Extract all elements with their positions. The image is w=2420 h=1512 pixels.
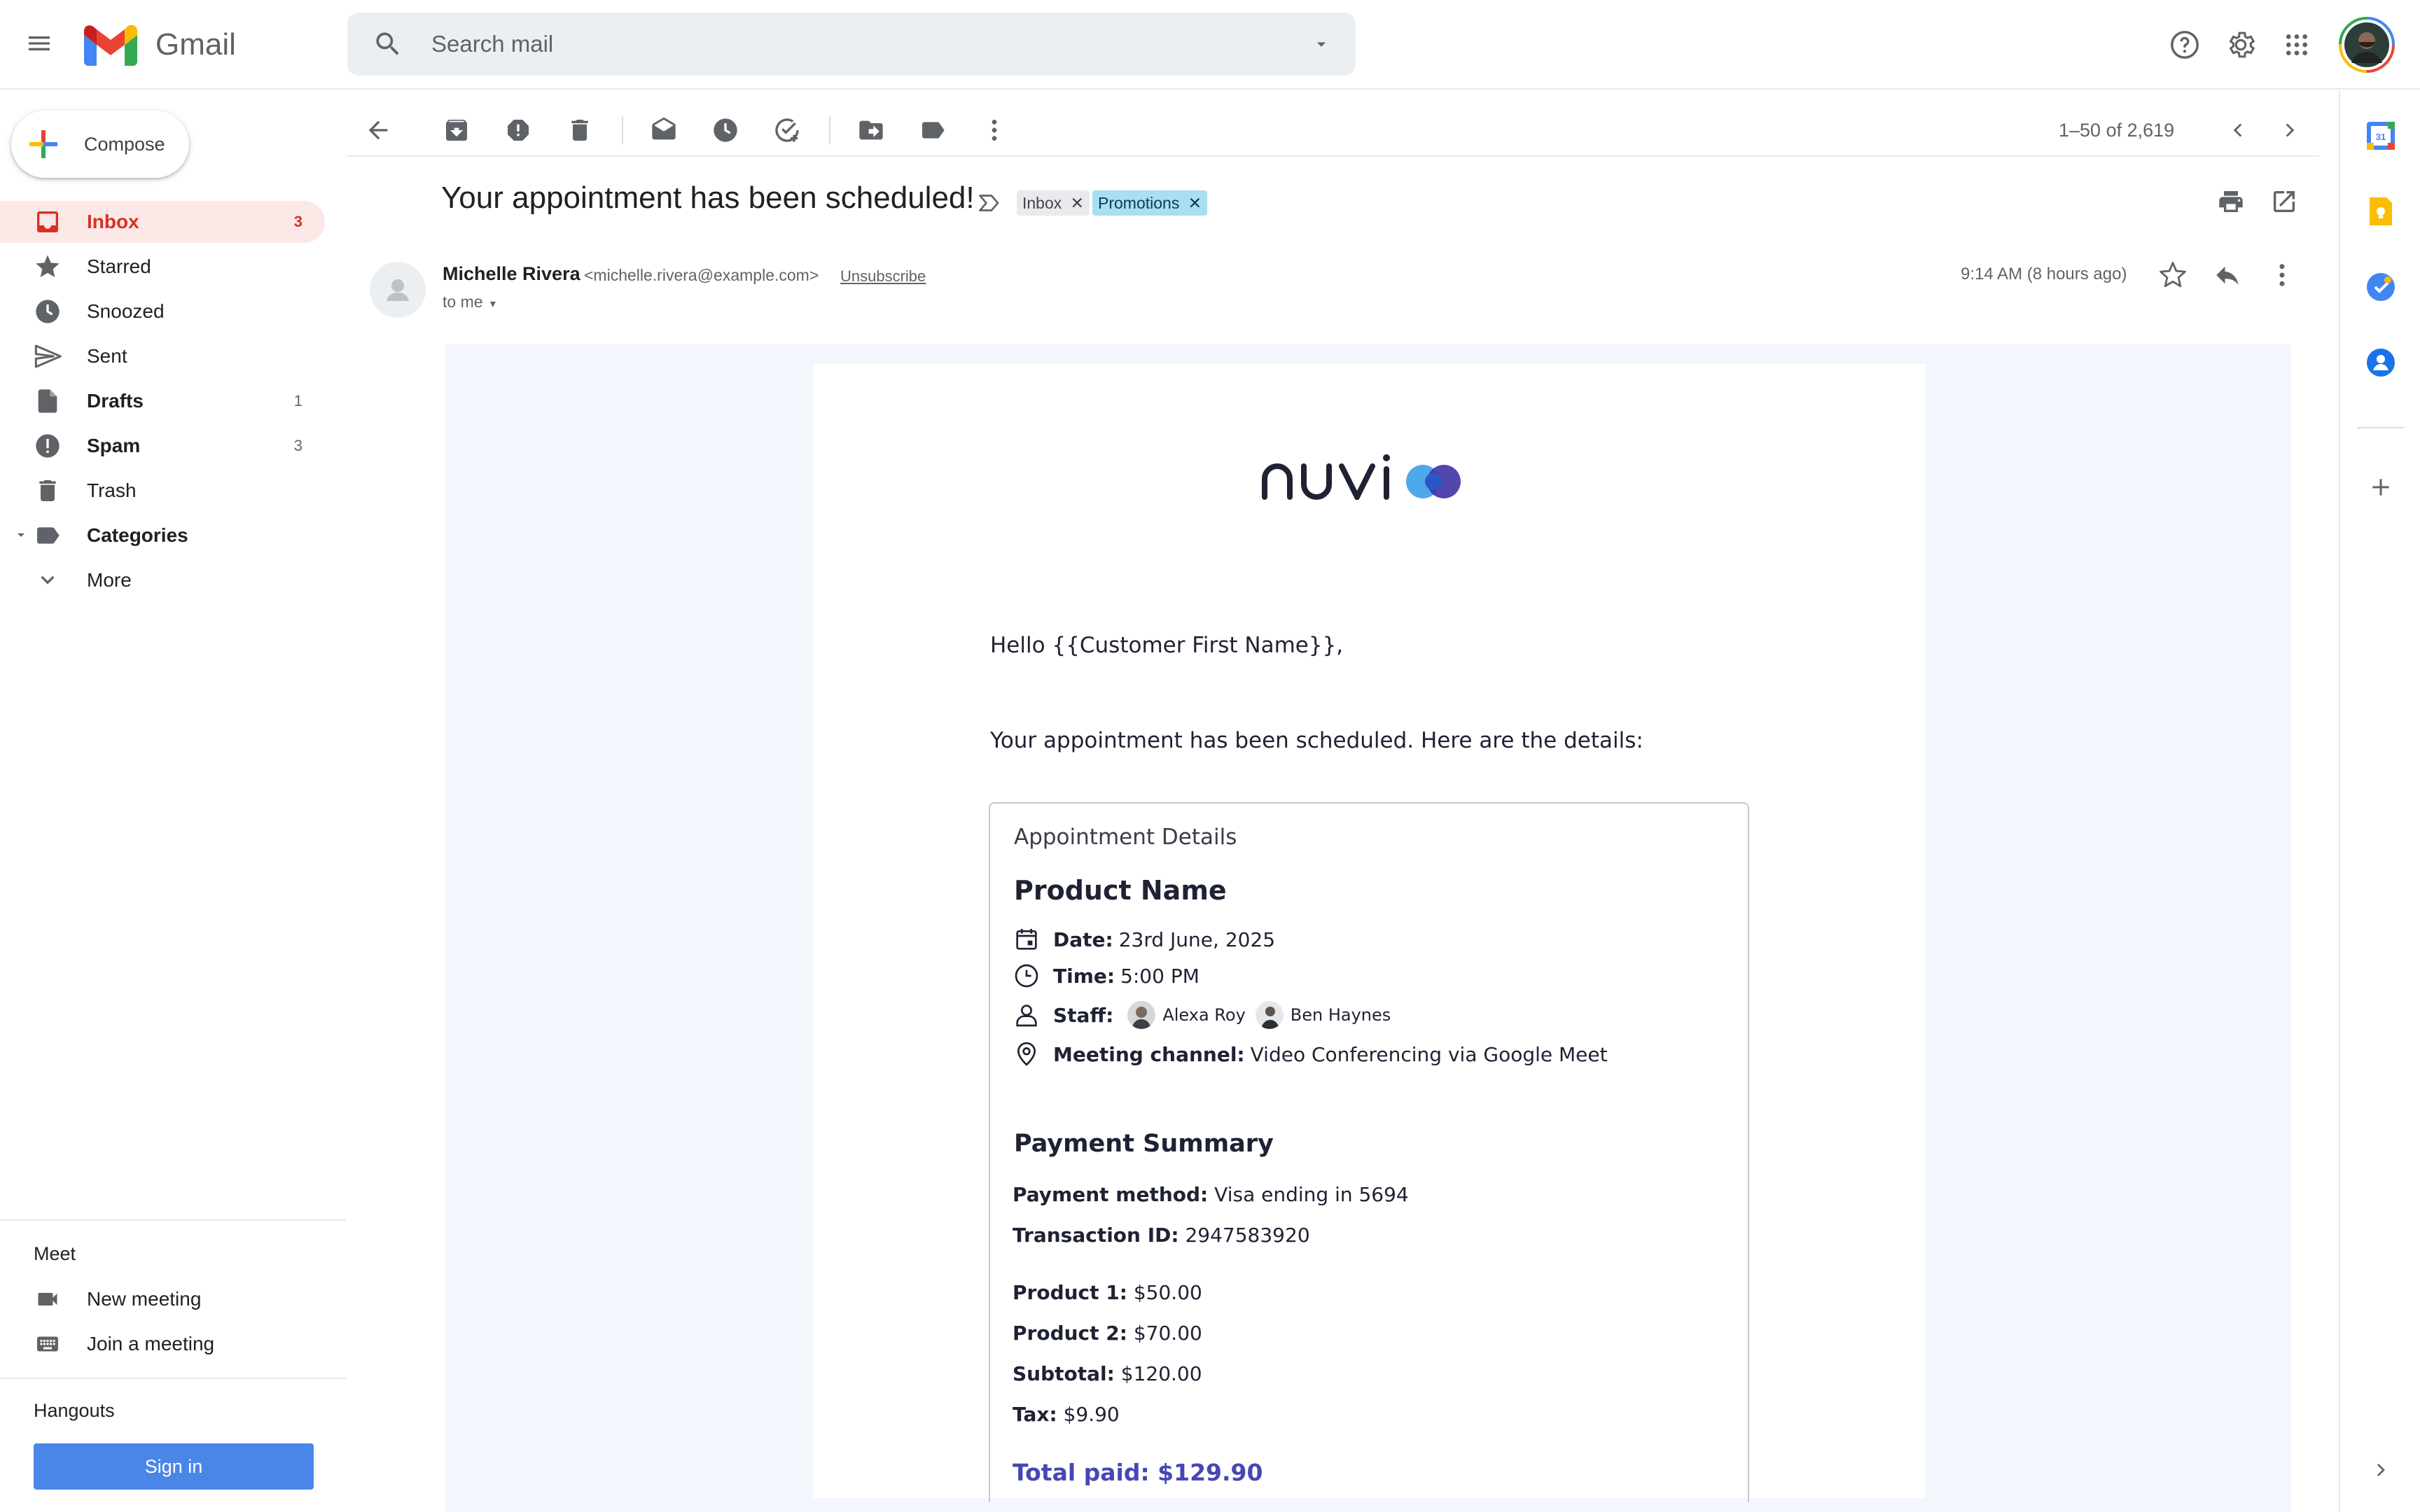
hangouts-sign-in-button[interactable]: Sign in: [34, 1443, 314, 1490]
add-to-tasks-icon[interactable]: [765, 108, 809, 153]
time-row: [1013, 962, 1199, 990]
clock-icon: [34, 298, 62, 326]
gmail-logo-icon[interactable]: [84, 25, 137, 66]
payment-method-label: Payment method:: [1013, 1183, 1209, 1206]
sidebar-item-inbox[interactable]: [0, 201, 325, 243]
pagination-count: 1–50 of 2,619: [2059, 120, 2175, 141]
nuvi-brand-logo: [1260, 452, 1479, 500]
intro-text: Your appointment has been scheduled. Here are the details:: [990, 728, 1643, 753]
sidebar-item-label: Drafts: [87, 390, 144, 412]
sidebar-item-label: Spam: [87, 435, 141, 456]
apps-grid-icon[interactable]: [2277, 25, 2316, 64]
toolbar-divider: [622, 116, 623, 144]
sender-name[interactable]: Michelle Rivera: [443, 263, 580, 284]
sidebar-item-sent[interactable]: [0, 335, 325, 377]
channel-value: Video Conferencing via Google Meet: [1250, 1042, 1608, 1066]
sidebar-divider: [0, 1378, 346, 1379]
chevron-left-icon[interactable]: [2216, 108, 2260, 153]
caret-down-icon: ▾: [489, 298, 496, 310]
keyboard-icon: [34, 1331, 62, 1357]
get-addons-plus-icon[interactable]: [2367, 473, 2395, 501]
subtotal-label: Subtotal:: [1013, 1362, 1115, 1385]
location-pin-icon: [1013, 1040, 1041, 1068]
unsubscribe-link[interactable]: Unsubscribe: [840, 267, 926, 285]
sidebar-item-drafts[interactable]: [0, 380, 325, 422]
trash-icon: [34, 477, 62, 505]
person-icon: [1013, 1001, 1041, 1029]
spam-count: 3: [293, 437, 302, 454]
draft-file-icon: [34, 387, 62, 415]
staff-avatar: [1256, 1001, 1284, 1029]
greeting-text: Hello {{Customer First Name}},: [990, 633, 1344, 658]
subtotal-row: [1013, 1362, 1202, 1385]
sidebar-item-label: Inbox: [87, 211, 139, 232]
product-2-label: Product 2:: [1013, 1322, 1127, 1345]
mark-unread-icon[interactable]: [641, 108, 686, 153]
staff-avatar: [1127, 1001, 1155, 1029]
importance-marker-icon[interactable]: [976, 190, 1003, 216]
transaction-label: Transaction ID:: [1013, 1224, 1179, 1247]
recipient-label: to me: [443, 293, 483, 311]
tax-row: [1013, 1403, 1120, 1426]
remove-label-icon[interactable]: ✕: [1188, 194, 1202, 212]
meet-section-title: Meet: [34, 1243, 76, 1264]
contacts-app-icon[interactable]: [2365, 347, 2396, 378]
date-value: 23rd June, 2025: [1118, 927, 1276, 951]
payment-method-value: Visa ending in 5694: [1214, 1183, 1409, 1206]
caret-down-icon[interactable]: [13, 527, 29, 544]
account-avatar[interactable]: [2339, 17, 2395, 73]
email-timestamp: 9:14 AM (8 hours ago): [1961, 265, 2127, 284]
chevron-down-icon: [34, 566, 62, 594]
more-options-icon[interactable]: [2267, 260, 2297, 290]
subtotal-value: $120.00: [1120, 1362, 1202, 1385]
label-chip-inbox: [1017, 190, 1090, 216]
search-options-icon[interactable]: [1311, 34, 1332, 55]
svg-text:31: 31: [2375, 132, 2386, 142]
unread-count: 3: [293, 213, 302, 230]
email-subject: Your appointment has been scheduled!: [441, 181, 975, 215]
new-meeting-item[interactable]: [0, 1278, 325, 1320]
staff-name: Alexa Roy: [1162, 1005, 1246, 1025]
compose-label: Compose: [84, 134, 165, 155]
back-arrow-icon[interactable]: [356, 108, 401, 153]
recipient-details[interactable]: [443, 293, 496, 312]
channel-label: Meeting channel:: [1053, 1042, 1245, 1066]
label-icon: [34, 522, 62, 550]
product-1-row: [1013, 1281, 1202, 1304]
compose-plus-icon: [27, 127, 60, 161]
sidebar-item-label: More: [87, 569, 132, 591]
send-icon: [34, 342, 62, 370]
product-name: Product Name: [1014, 875, 1227, 906]
label-as-icon[interactable]: [910, 108, 955, 153]
move-to-icon[interactable]: [849, 108, 893, 153]
top-bar: [0, 0, 2420, 90]
sender-avatar[interactable]: [370, 262, 426, 318]
transaction-value: 2947583920: [1185, 1224, 1310, 1247]
sender-email: <michelle.rivera@example.com>: [584, 266, 819, 284]
sidebar-item-label: Trash: [87, 479, 137, 501]
hangouts-section-title: Hangouts: [34, 1400, 115, 1421]
product-2-row: [1013, 1322, 1202, 1345]
report-spam-icon[interactable]: [496, 108, 541, 153]
sidebar-item-label: Sent: [87, 345, 127, 367]
staff-label: Staff:: [1053, 1003, 1114, 1027]
payment-method-row: [1013, 1183, 1409, 1206]
calendar-app-icon[interactable]: [2365, 120, 2396, 151]
details-heading: Appointment Details: [1014, 825, 1237, 850]
product-2-value: $70.00: [1133, 1322, 1202, 1345]
date-label: Date:: [1053, 927, 1113, 951]
sidebar-item-snoozed[interactable]: [0, 290, 325, 332]
label-chip-promotions: [1092, 190, 1207, 216]
remove-label-icon[interactable]: ✕: [1070, 194, 1084, 212]
inbox-icon: [34, 208, 62, 236]
search-input[interactable]: Search mail: [431, 31, 554, 57]
archive-icon[interactable]: [434, 108, 479, 153]
sidebar-item-more[interactable]: [0, 559, 325, 601]
clock-outline-icon: [1013, 962, 1041, 990]
main-menu-icon[interactable]: [20, 24, 59, 63]
print-icon[interactable]: [2217, 188, 2245, 216]
side-panel-rail: [2339, 91, 2420, 1512]
total-paid-row: [1013, 1459, 1263, 1486]
expand-panel-chevron-icon[interactable]: [2370, 1459, 2392, 1481]
settings-gear-icon[interactable]: [2221, 25, 2260, 64]
staff-name: Ben Haynes: [1290, 1005, 1391, 1025]
rail-divider: [2357, 427, 2405, 428]
join-meeting-label: Join a meeting: [87, 1333, 215, 1354]
toolbar-divider-line: [347, 155, 2319, 157]
snooze-clock-icon[interactable]: [703, 108, 748, 153]
more-vertical-icon[interactable]: [972, 108, 1017, 153]
chip-label: Promotions: [1098, 194, 1180, 212]
sidebar-item-categories[interactable]: [0, 514, 325, 556]
help-icon[interactable]: [2165, 25, 2204, 64]
sidebar-item-label: Starred: [87, 255, 151, 277]
join-meeting-item[interactable]: [0, 1323, 325, 1365]
chip-label: Inbox: [1022, 194, 1062, 212]
new-meeting-label: New meeting: [87, 1288, 202, 1310]
transaction-id-row: [1013, 1224, 1310, 1247]
staff-row: [1013, 1001, 1391, 1029]
total-value: $129.90: [1157, 1459, 1263, 1486]
star-outline-icon[interactable]: [2158, 260, 2188, 290]
sidebar-item-label: Categories: [87, 524, 188, 546]
time-value: 5:00 PM: [1120, 964, 1199, 988]
chevron-right-icon[interactable]: [2267, 108, 2312, 153]
sidebar-item-starred[interactable]: [0, 246, 325, 288]
time-label: Time:: [1053, 964, 1115, 988]
calendar-icon: [1013, 925, 1041, 953]
product-1-value: $50.00: [1133, 1281, 1202, 1304]
gmail-wordmark: Gmail: [155, 27, 236, 62]
keep-notes-icon[interactable]: [2365, 196, 2396, 227]
video-camera-icon: [34, 1287, 62, 1312]
total-label: Total paid:: [1013, 1459, 1150, 1486]
meeting-channel-row: [1013, 1040, 1608, 1068]
open-new-window-icon[interactable]: [2270, 188, 2298, 216]
search-icon[interactable]: [373, 29, 403, 59]
sidebar-item-label: Snoozed: [87, 300, 165, 322]
date-row: [1013, 925, 1275, 953]
tax-value: $9.90: [1063, 1403, 1120, 1426]
sidebar-item-trash[interactable]: [0, 470, 325, 512]
tasks-app-icon[interactable]: [2365, 272, 2396, 302]
search-bar[interactable]: [347, 13, 1356, 76]
toolbar-divider: [829, 116, 830, 144]
tax-label: Tax:: [1013, 1403, 1057, 1426]
spam-report-icon: [34, 432, 62, 460]
sidebar-divider: [0, 1219, 346, 1221]
sidebar-item-spam[interactable]: [0, 425, 325, 467]
payment-summary-heading: Payment Summary: [1014, 1130, 1274, 1158]
product-1-label: Product 1:: [1013, 1281, 1127, 1304]
delete-icon[interactable]: [557, 108, 602, 153]
draft-count: 1: [293, 392, 302, 410]
reply-icon[interactable]: [2213, 260, 2242, 290]
compose-button[interactable]: [11, 111, 189, 178]
star-icon: [34, 253, 62, 281]
